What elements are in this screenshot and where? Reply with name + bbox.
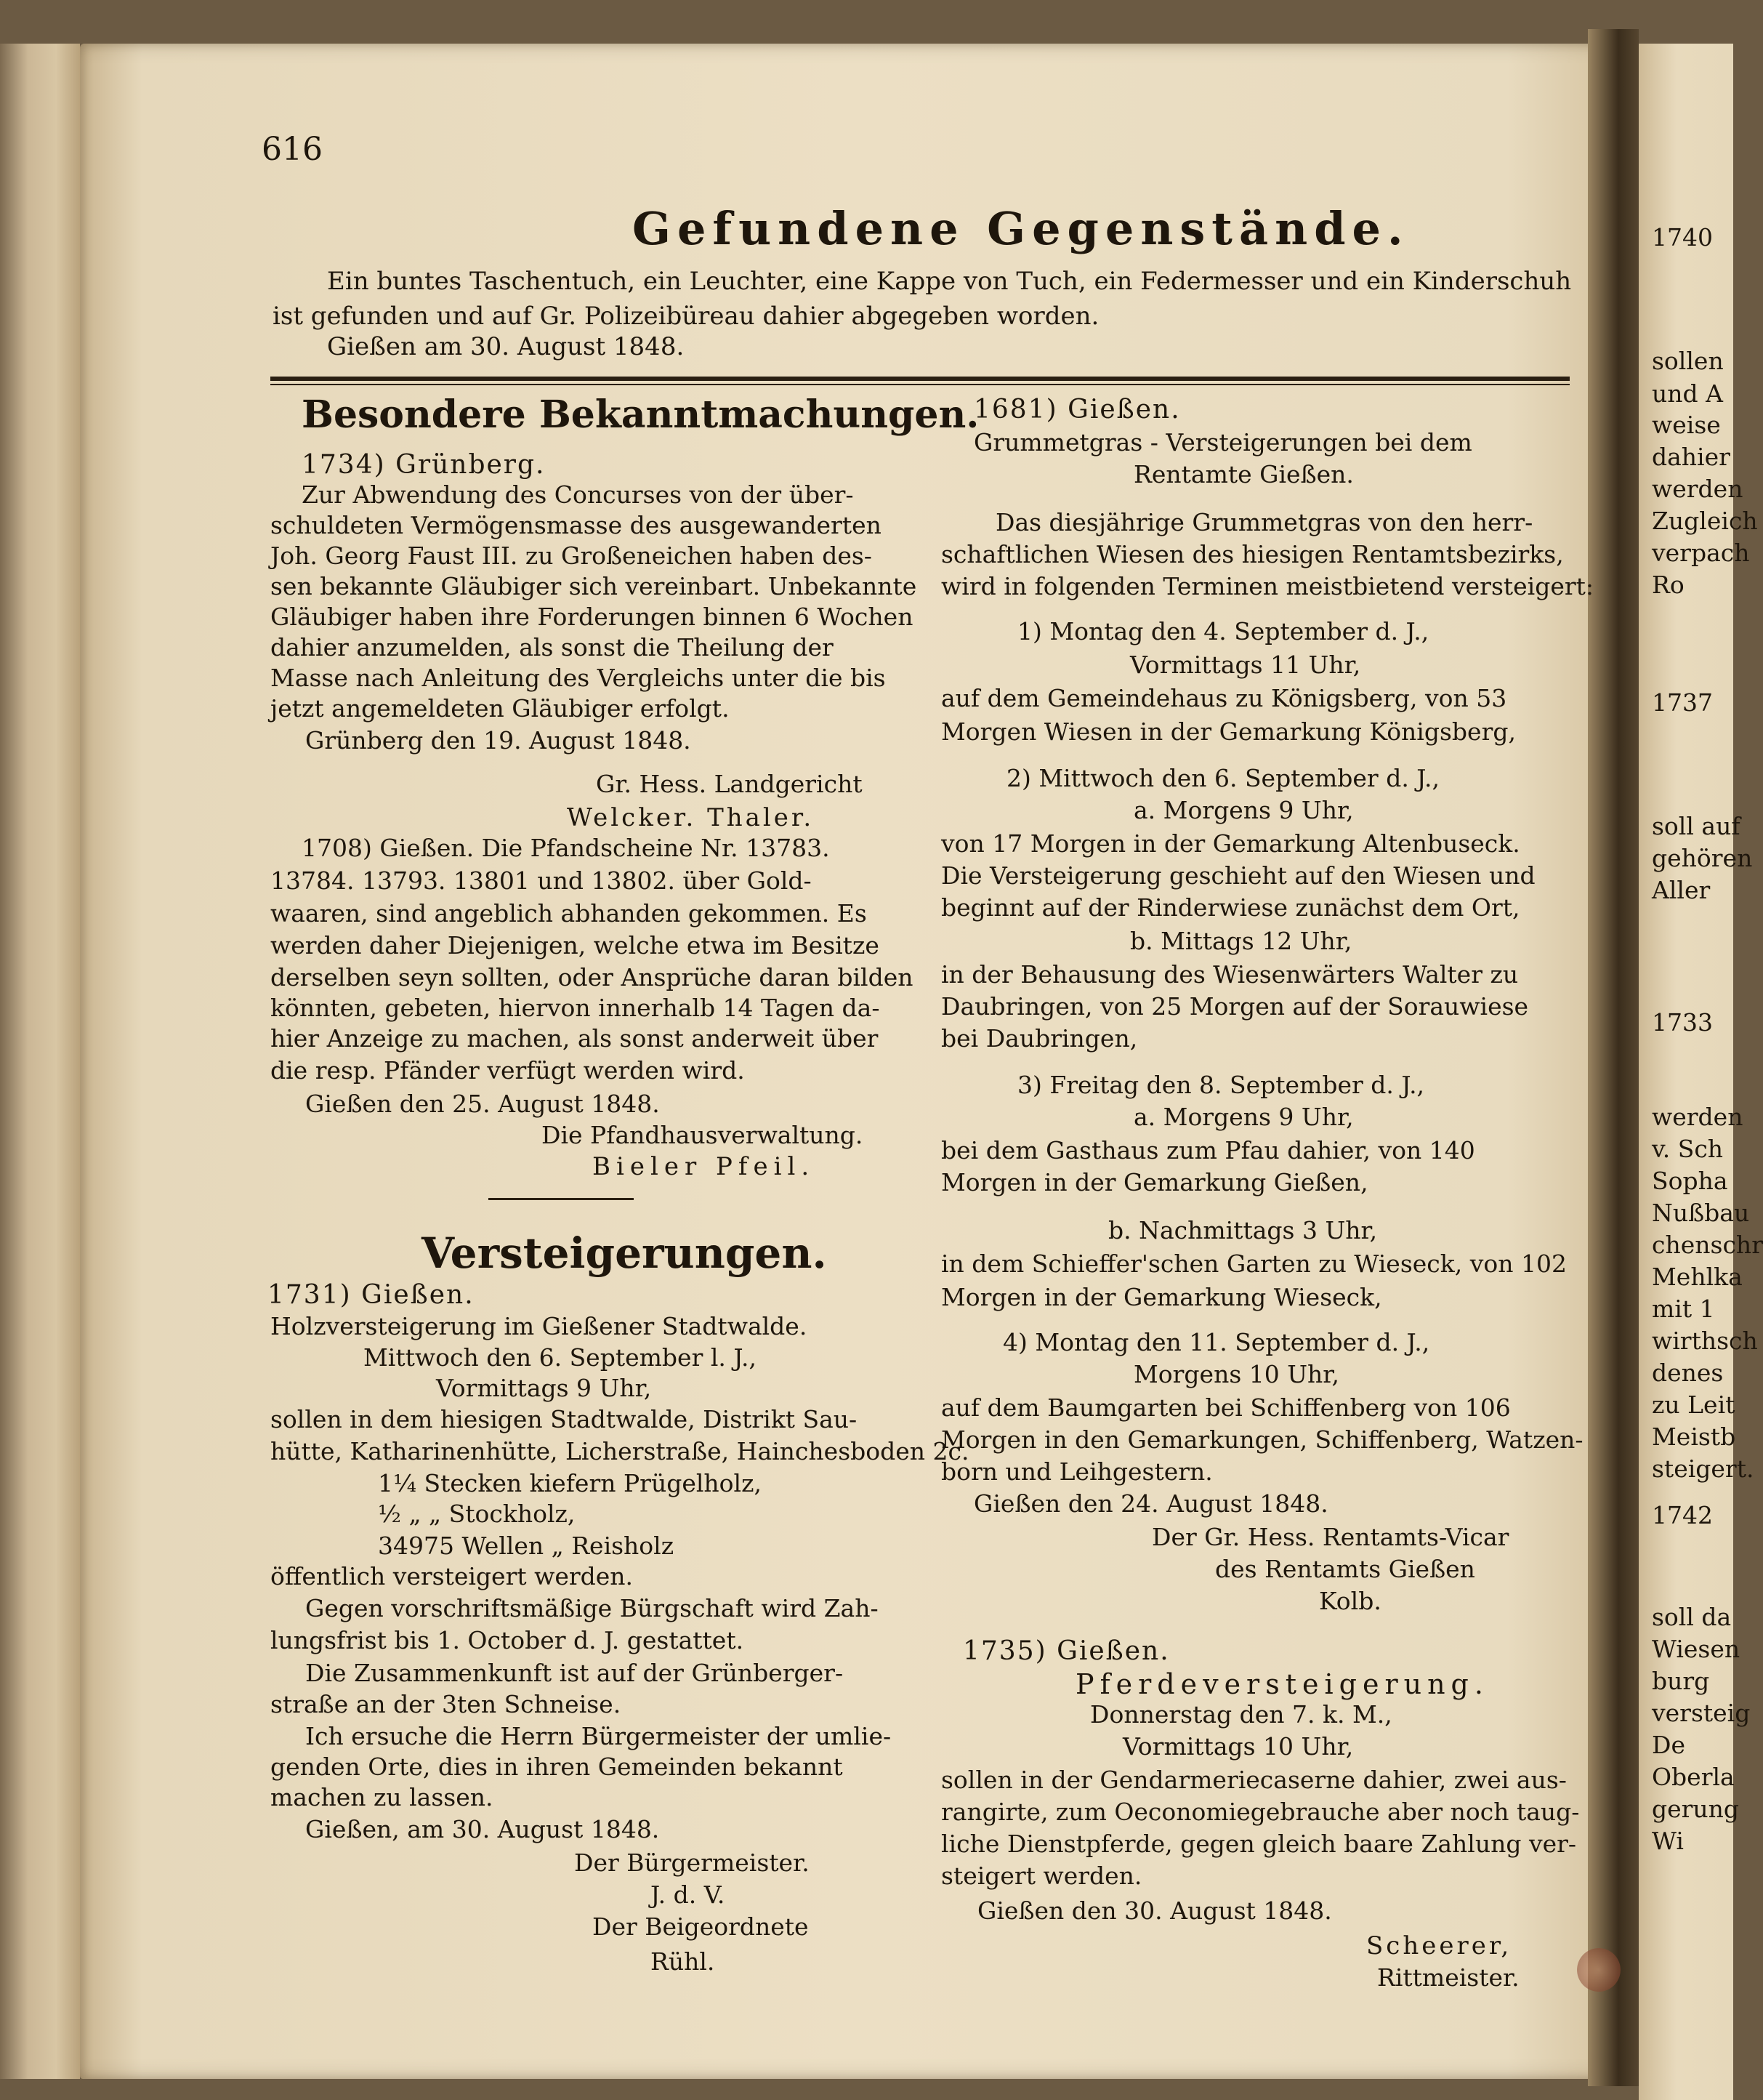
next-page-line: wirthsch [1652,1327,1758,1355]
page-number: 616 [262,131,323,168]
notice-1681-line: Morgen Wiesen in der Gemarkung Königsberg, [941,717,1516,746]
notice-1708-line: könnten, gebeten, hiervon innerhalb 14 Tagen da- [270,994,880,1022]
next-page-line: chenschr [1652,1231,1763,1259]
notice-1681-line: Rentamte Gießen. [1134,460,1354,488]
notice-1681-line: von 17 Morgen in der Gemarkung Altenbuseck. [941,829,1520,858]
next-page-fragment [1639,44,1763,2100]
next-page-line: soll da [1652,1603,1732,1631]
notice-1735-line: Vormittags 10 Uhr, [1123,1732,1354,1761]
next-page-line: mit 1 [1652,1295,1715,1323]
notice-1708-line: Bieler Pfeil. [592,1152,815,1181]
next-page-line: Aller [1652,876,1711,904]
notice-1681-line: Das diesjährige Grummetgras von den herr- [996,508,1533,536]
notice-1734-line: dahier anzumelden, als sonst die Theilung der [270,633,834,661]
notice-1681-line: in der Behausung des Wiesenwärters Walter zu [941,960,1519,989]
notice-1731-line: Gießen, am 30. August 1848. [305,1815,660,1843]
notice-1681-line: 1681) Gießen. [974,395,1181,425]
notice-1734-line: Gläubiger haben ihre Forderungen binnen 6 Wochen [270,603,913,631]
next-page-line: 1742 [1652,1501,1713,1529]
notice-1681-line: beginnt auf der Rinderwiese zunächst dem Ort, [941,893,1520,922]
next-page-line: verpach [1652,539,1750,567]
notice-1681-line: Morgens 10 Uhr, [1134,1360,1339,1388]
next-page-line: burg [1652,1667,1710,1695]
next-page-line: Ro [1652,571,1685,599]
notice-1681-line: 1) Montag den 4. September d. J., [1017,617,1429,645]
next-page-line: zu Leit [1652,1391,1735,1419]
notice-1681-line: Gießen den 24. August 1848. [974,1489,1328,1518]
notice-1681-line: bei dem Gasthaus zum Pfau dahier, von 140 [941,1136,1475,1164]
library-stamp [1577,1948,1621,1992]
notice-1735-line: Donnerstag den 7. k. M., [1090,1700,1392,1729]
section-rule [488,1198,634,1200]
notice-1681-line: bei Daubringen, [941,1024,1138,1053]
notice-1731-line: Der Bürgermeister. [574,1848,810,1877]
notice-1681-line: b. Nachmittags 3 Uhr, [1108,1216,1378,1244]
notice-1681-line: Der Gr. Hess. Rentamts-Vicar [1152,1523,1509,1551]
notice-1735-line: Scheerer, [1366,1931,1512,1960]
notice-1681-line: Morgen in den Gemarkungen, Schiffenberg, Watzen- [941,1425,1584,1454]
next-page-line: Meistb [1652,1423,1736,1451]
notice-1708-line: waaren, sind angeblich abhanden gekommen. Es [270,899,867,928]
notice-1731-line: Der Beigeordnete [592,1912,809,1941]
notice-1734-line: sen bekannte Gläubiger sich vereinbart. Unbekannte [270,572,917,600]
notice-1731-line: ½ „ „ Stockholz, [378,1500,576,1528]
notice-1731-line: genden Orte, dies in ihren Gemeinden bekannt [270,1753,843,1781]
next-page-line: werden [1652,1103,1743,1131]
next-page-line: sollen [1652,347,1724,375]
notice-1681-line: Vormittags 11 Uhr, [1130,651,1361,679]
notice-1681-line: born und Leihgestern. [941,1457,1213,1486]
next-page-line: gerung [1652,1795,1740,1823]
next-page-line: Sopha [1652,1167,1728,1195]
notice-1731-line: Gegen vorschriftsmäßige Bürgschaft wird Zah- [305,1594,879,1622]
notice-1681-line: Die Versteigerung geschieht auf den Wiesen und [941,861,1536,890]
next-page-line: dahier [1652,443,1730,471]
notice-1731-line: Rühl. [650,1947,715,1976]
next-page-line: steigert. [1652,1455,1754,1483]
next-page-line: gehören [1652,844,1753,872]
notice-1731-line: Die Zusammenkunft ist auf der Grünberger- [305,1659,844,1687]
notice-1731-line: sollen in dem hiesigen Stadtwalde, Distrikt Sau- [270,1405,858,1433]
notice-1734-line: schuldeten Vermögensmasse des ausgewanderten [270,511,882,539]
found-title: Gefundene Gegenstände. [632,202,1410,255]
notice-1731-line: hütte, Katharinenhütte, Licherstraße, Hainchesboden 2c. [270,1437,969,1465]
notice-1735-line: liche Dienstpferde, gegen gleich baare Zahlung ver- [941,1830,1577,1858]
notice-1731-line: 1731) Gießen. [267,1280,475,1310]
next-page-line: 1737 [1652,688,1713,717]
divider-rule-thin [270,384,1570,385]
book-gutter [1588,29,1639,2086]
next-page-line: Oberla [1652,1763,1735,1791]
notice-1681-line: auf dem Baumgarten bei Schiffenberg von 106 [941,1393,1511,1422]
notice-1708-line: die resp. Pfänder verfügt werden wird. [270,1056,745,1085]
notice-1681-line: b. Mittags 12 Uhr, [1130,927,1352,955]
notice-1681-line: Morgen in der Gemarkung Wieseck, [941,1283,1382,1311]
next-page-line: versteig [1652,1699,1751,1727]
notice-1681-line: schaftlichen Wiesen des hiesigen Rentamtsbezirks, [941,540,1564,568]
notice-1681-line: wird in folgenden Terminen meistbietend versteigert: [941,572,1594,600]
notice-1731-line: lungsfrist bis 1. October d. J. gestattet. [270,1626,744,1654]
notice-1734-line: Grünberg den 19. August 1848. [305,726,691,755]
notice-1708-line: werden daher Diejenigen, welche etwa im Besitze [270,931,879,960]
notice-1731-line: Ich ersuche die Herrn Bürgermeister der umlie- [305,1722,892,1750]
notice-1681-line: a. Morgens 9 Uhr, [1134,1103,1354,1131]
notice-1681-line: Kolb. [1319,1587,1381,1615]
notice-1681-line: a. Morgens 9 Uhr, [1134,796,1354,824]
notice-1681-line: 4) Montag den 11. September d. J., [1003,1328,1430,1356]
notice-1731-line: Holzversteigerung im Gießener Stadtwalde. [270,1312,807,1340]
notice-1735-line: Rittmeister. [1377,1963,1520,1992]
divider-rule [270,377,1570,381]
found-line-2: ist gefunden und auf Gr. Polizeibüreau dahier abgegeben worden. [273,302,1100,331]
notice-1708-line: 1708) Gießen. Die Pfandscheine Nr. 13783. [302,834,830,862]
notice-1708-line: hier Anzeige zu machen, als sonst anderweit über [270,1024,879,1053]
bekanntmachungen-title: Besondere Bekanntmachungen. [302,393,980,437]
notice-1735-line: Gießen den 30. August 1848. [977,1896,1332,1925]
notice-1734-line: Gr. Hess. Landgericht [596,770,863,798]
notice-1735-line: rangirte, zum Oeconomiegebrauche aber noch taug- [941,1798,1580,1826]
notice-1734-line: Zur Abwendung des Concurses von der über- [302,480,854,509]
notice-1734-line: jetzt angemeldeten Gläubiger erfolgt. [270,694,730,723]
notice-1708-line: Gießen den 25. August 1848. [305,1090,660,1118]
notice-1731-line: Vormittags 9 Uhr, [436,1374,652,1402]
versteigerungen-title: Versteigerungen. [421,1228,827,1278]
notice-1731-line: J. d. V. [650,1880,725,1909]
notice-1681-line: in dem Schieffer'schen Garten zu Wieseck, von 102 [941,1250,1567,1278]
notice-1731-line: machen zu lassen. [270,1783,493,1811]
next-page-line: Mehlka [1652,1263,1743,1291]
next-page-line: v. Sch [1652,1135,1724,1163]
next-page-line: und A [1652,379,1723,408]
notice-1681-line: Grummetgras - Versteigerungen bei dem [974,428,1472,456]
notice-1681-line: Morgen in der Gemarkung Gießen, [941,1168,1368,1196]
found-date: Gießen am 30. August 1848. [327,332,685,361]
notice-1731-line: 1¼ Stecken kiefern Prügelholz, [378,1469,762,1497]
notice-1734-line: Masse nach Anleitung des Vergleichs unter die bis [270,664,886,692]
notice-1708-line: 13784. 13793. 13801 und 13802. über Gold- [270,866,812,895]
next-page-line: 1740 [1652,223,1713,252]
notice-1731-line: straße an der 3ten Schneise. [270,1690,621,1718]
notice-1734-line: 1734) Grünberg. [302,450,546,480]
notice-1735-line: 1735) Gießen. [963,1636,1170,1666]
next-page-line: denes [1652,1359,1724,1387]
book-left-edge [0,44,80,2079]
next-page-line: Nußbau [1652,1199,1750,1227]
notice-1735-line: Pferdeversteigerung. [1076,1668,1489,1700]
notice-1731-line: öffentlich versteigert werden. [270,1562,634,1590]
next-page-line: De [1652,1731,1685,1759]
notice-1681-line: Daubringen, von 25 Morgen auf der Sorauwiese [941,992,1529,1021]
notice-1681-line: 3) Freitag den 8. September d. J., [1017,1071,1425,1099]
notice-1731-line: 34975 Wellen „ Reisholz [378,1532,674,1560]
notice-1734-line: Welcker. Thaler. [567,803,815,832]
next-page-line: Wiesen [1652,1635,1740,1663]
found-line-1: Ein buntes Taschentuch, ein Leuchter, eine Kappe von Tuch, ein Federmesser und ein Kinderschuh [327,267,1572,296]
notice-1734-line: Joh. Georg Faust III. zu Großeneichen haben des- [270,542,872,570]
notice-1735-line: sollen in der Gendarmeriecaserne dahier, zwei aus- [941,1766,1567,1794]
notice-1708-line: Die Pfandhausverwaltung. [541,1121,863,1149]
next-page-line: Wi [1652,1827,1684,1855]
notice-1681-line: des Rentamts Gießen [1215,1555,1475,1583]
next-page-line: 1733 [1652,1008,1713,1037]
notice-1708-line: derselben seyn sollten, oder Ansprüche daran bilden [270,963,913,991]
notice-1735-line: steigert werden. [941,1862,1142,1890]
notice-1731-line: Mittwoch den 6. September l. J., [363,1343,757,1372]
next-page-line: soll auf [1652,812,1740,840]
next-page-line: werden [1652,475,1743,503]
notice-1681-line: 2) Mittwoch den 6. September d. J., [1006,764,1440,792]
next-page-line: weise [1652,411,1721,439]
notice-1681-line: auf dem Gemeindehaus zu Königsberg, von 53 [941,684,1507,712]
next-page-line: Zugleich [1652,507,1758,535]
